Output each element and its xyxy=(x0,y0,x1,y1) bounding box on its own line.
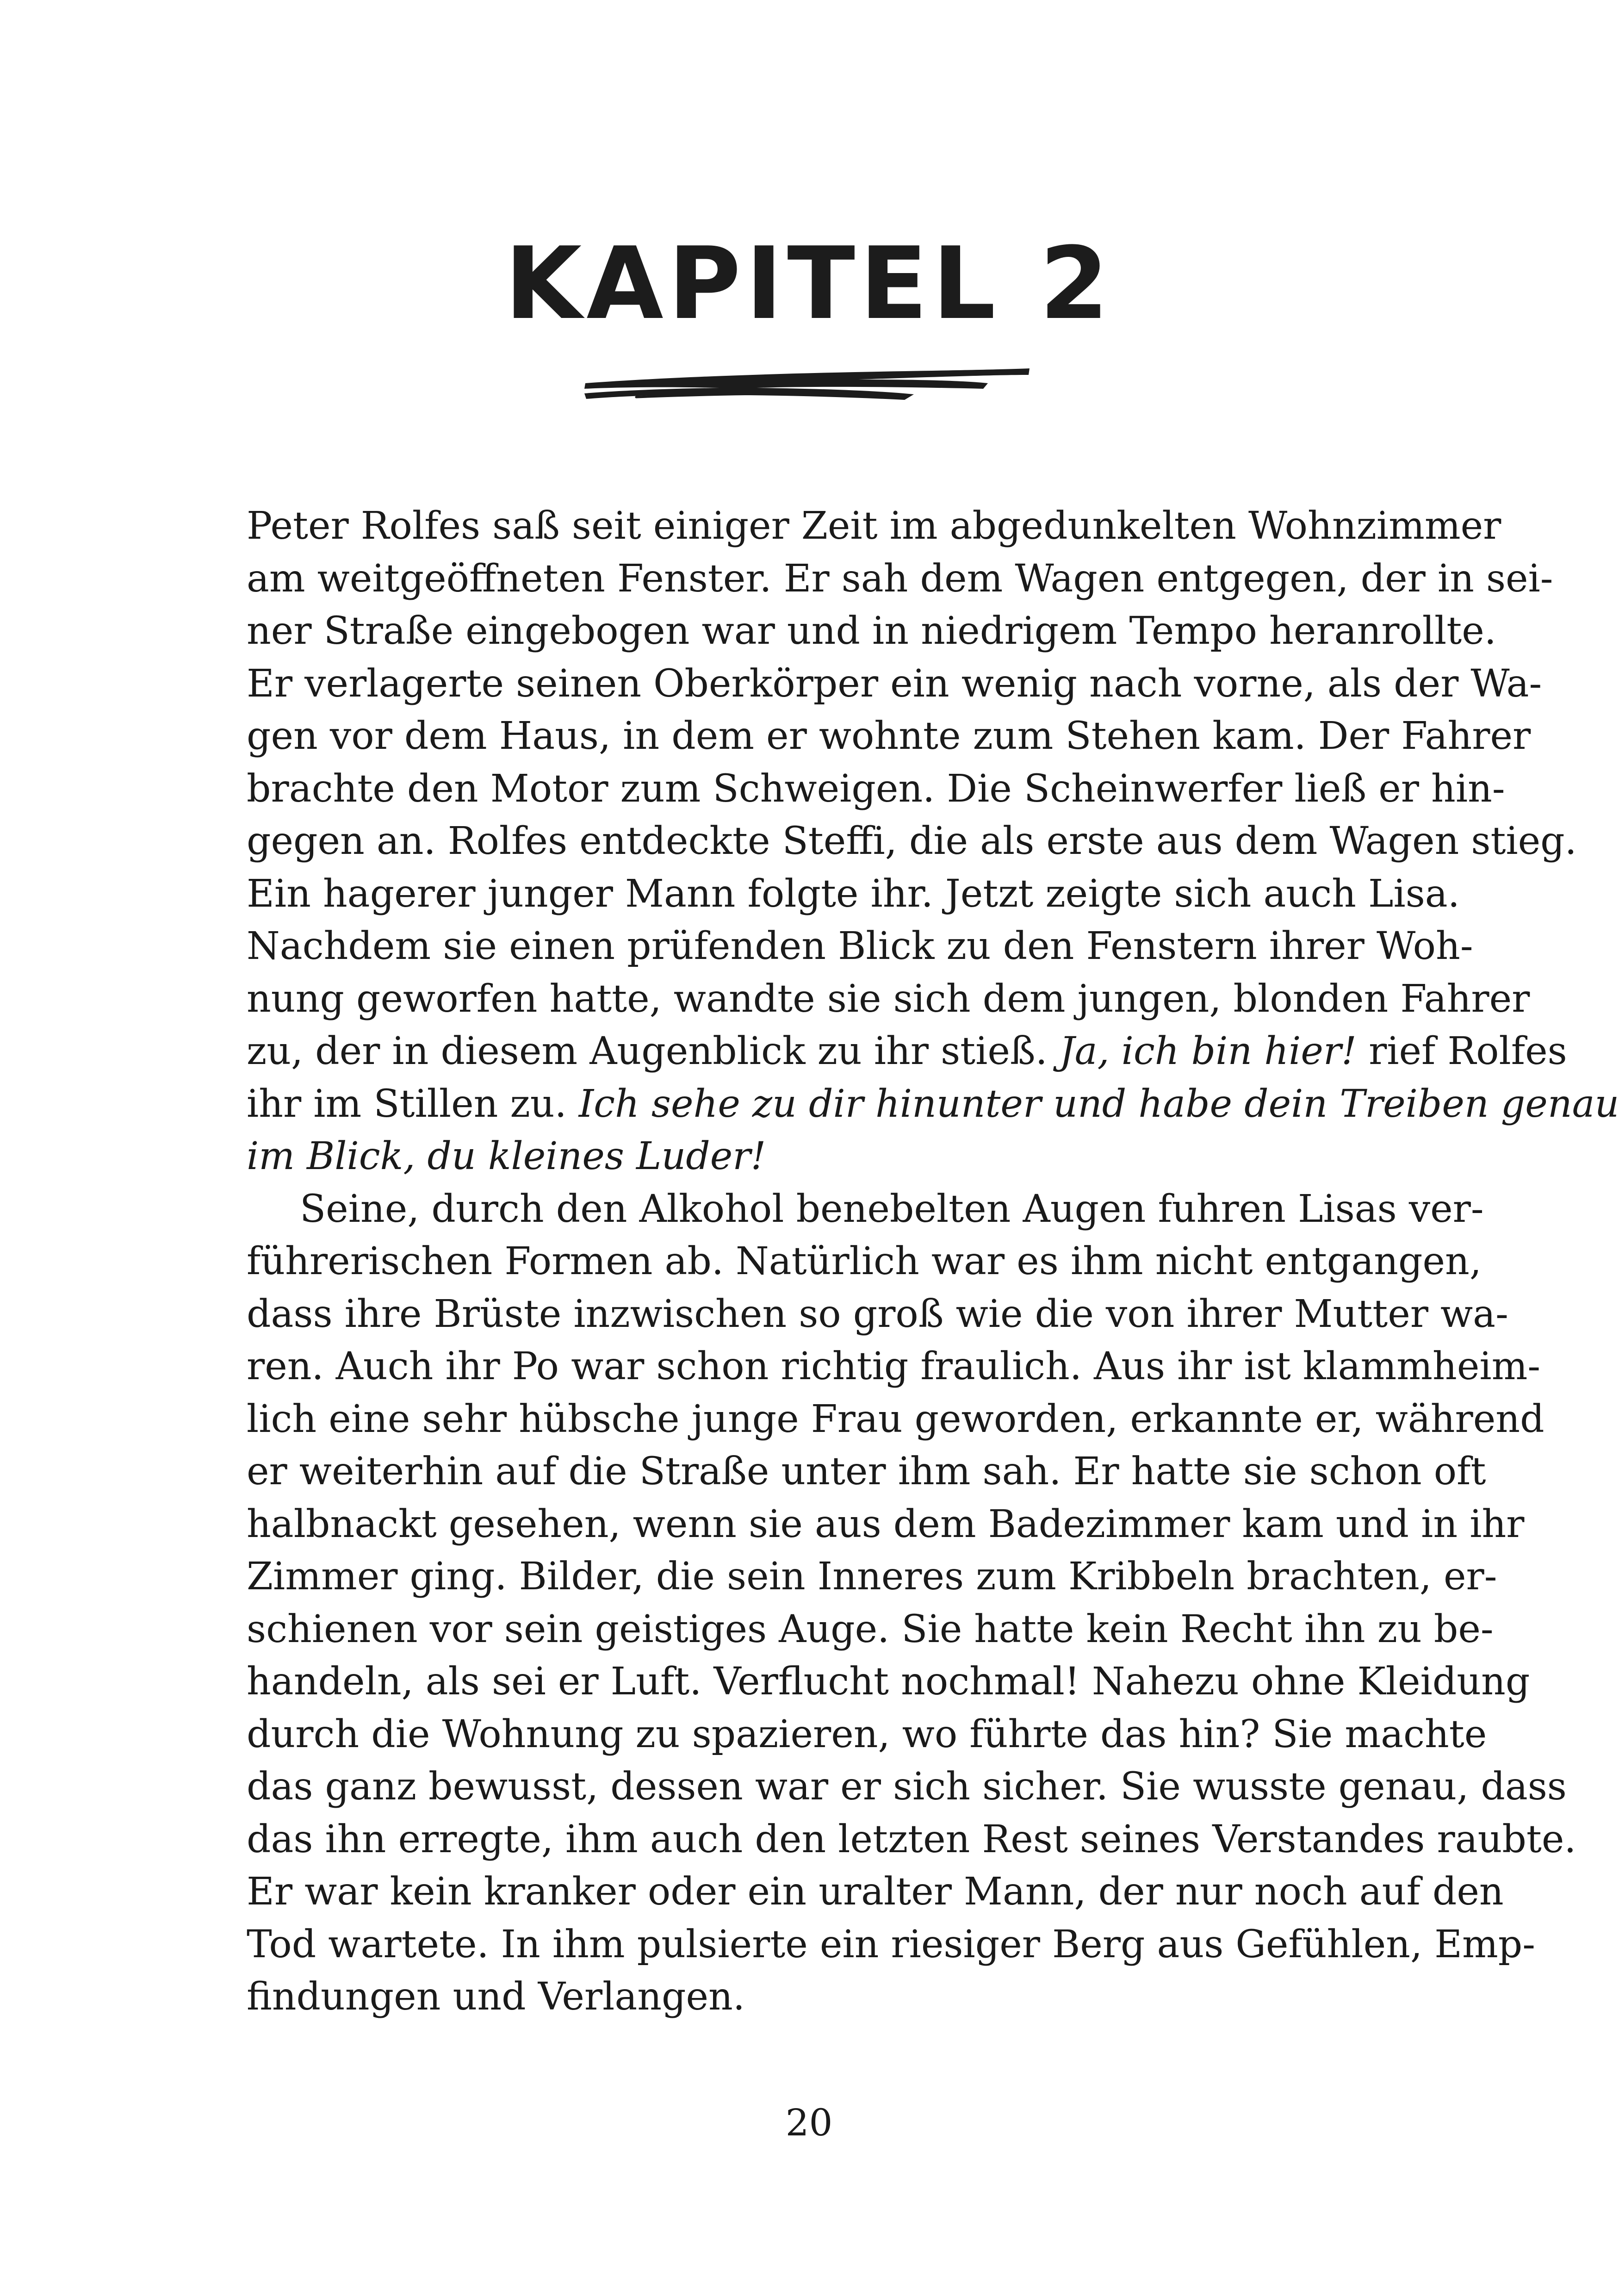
text-line xyxy=(247,1761,1567,1813)
italic-text: Ich sehe zu dir hinunter und habe dein Treiben genau xyxy=(578,1082,1619,1126)
text-run: gen vor dem Haus, in dem er wohnte zum Stehen kam. Der Fahrer xyxy=(247,714,1531,758)
text-line xyxy=(247,710,1531,763)
text-line xyxy=(247,553,1553,605)
text-run: er weiterhin auf die Straße unter ihm sah. Er hatte sie schon oft xyxy=(247,1450,1486,1493)
text-run: Peter Rolfes saß seit einiger Zeit im abgedunkelten Wohnzimmer xyxy=(247,504,1501,548)
text-line xyxy=(247,1078,1619,1131)
text-line xyxy=(247,1498,1525,1551)
paragraph xyxy=(247,500,1619,1183)
text-line xyxy=(247,1445,1486,1498)
text-run: findungen und Verlangen. xyxy=(247,1975,745,2019)
text-run: Er war kein kranker oder ein uralter Mann, der nur noch auf den xyxy=(247,1870,1504,1914)
text-line xyxy=(247,973,1530,1026)
text-line xyxy=(247,1183,1484,1236)
text-run: Er verlagerte seinen Oberkörper ein wenig nach vorne, als der Wa- xyxy=(247,661,1542,706)
text-line xyxy=(247,1025,1567,1078)
text-line xyxy=(247,1393,1545,1446)
brush-stroke-underline-icon xyxy=(581,356,1034,407)
text-run: gegen an. Rolfes entdeckte Steffi, die als erste aus dem Wagen stieg. xyxy=(247,819,1577,863)
chapter-title: KAPITEL 2 xyxy=(504,225,1114,342)
text-run: Nachdem sie einen prüfenden Blick zu den Fenstern ihrer Woh- xyxy=(247,924,1473,968)
text-line xyxy=(247,658,1542,710)
text-line xyxy=(247,868,1460,921)
text-line xyxy=(247,1130,1373,1183)
text-run: lich eine sehr hübsche junge Frau geworden, erkannte er, während xyxy=(247,1397,1545,1441)
text-run: handeln, als sei er Luft. Verflucht nochmal! Nahezu ohne Kleidung xyxy=(247,1660,1530,1704)
text-run: brachte den Motor zum Schweigen. Die Scheinwerfer ließ er hin- xyxy=(247,766,1505,811)
text-line xyxy=(247,1918,1535,1971)
text-line xyxy=(247,1655,1530,1708)
text-run: führerischen Formen ab. Natürlich war es ihm nicht entgangen, xyxy=(247,1239,1482,1283)
text-line xyxy=(247,1288,1508,1341)
italic-text: im Blick, du kleines Luder! xyxy=(247,1134,766,1178)
text-run: das ganz bewusst, dessen war er sich sicher. Sie wusste genau, dass xyxy=(247,1765,1567,1809)
text-run: Ein hagerer junger Mann folgte ihr. Jetzt zeigte sich auch Lisa. xyxy=(247,871,1460,916)
text-line xyxy=(247,920,1473,973)
text-line xyxy=(247,500,1501,553)
text-line xyxy=(247,1340,1541,1393)
text-run: Zimmer ging. Bilder, die sein Inneres zum Kribbeln brachten, er- xyxy=(247,1555,1497,1599)
text-run: halbnackt gesehen, wenn sie aus dem Badezimmer kam und in ihr xyxy=(247,1502,1525,1546)
text-run: zu, der in diesem Augenblick zu ihr stieß. xyxy=(247,1029,1060,1073)
text-line xyxy=(247,1235,1482,1288)
text-run: das ihn erregte, ihm auch den letzten Rest seines Verstandes raubte. xyxy=(247,1817,1576,1861)
text-run: ihr im Stillen zu. xyxy=(247,1082,579,1126)
text-run: ren. Auch ihr Po war schon richtig fraulich. Aus ihr ist klammheim- xyxy=(247,1344,1541,1388)
text-run: rief Rolfes xyxy=(1357,1029,1567,1073)
text-line xyxy=(247,1813,1576,1866)
text-line xyxy=(247,605,1496,658)
text-run: Tod wartete. In ihm pulsierte ein riesiger Berg aus Gefühlen, Emp- xyxy=(247,1922,1535,1966)
body-text xyxy=(247,500,1619,2023)
text-line xyxy=(247,1550,1497,1603)
text-run: schienen vor sein geistiges Auge. Sie hatte kein Recht ihn zu be- xyxy=(247,1607,1494,1651)
text-line xyxy=(247,1866,1504,1918)
text-run: dass ihre Brüste inzwischen so groß wie die von ihrer Mutter wa- xyxy=(247,1292,1508,1336)
paragraph xyxy=(247,1183,1576,2023)
text-run: Seine, durch den Alkohol benebelten Augen fuhren Lisas ver- xyxy=(300,1187,1484,1231)
italic-text: Ja, ich bin hier! xyxy=(1059,1029,1357,1073)
text-line xyxy=(247,1603,1494,1656)
text-run: am weitgeöffneten Fenster. Er sah dem Wagen entgegen, der in sei- xyxy=(247,556,1553,601)
text-run: nung geworfen hatte, wandte sie sich dem jungen, blonden Fahrer xyxy=(247,977,1530,1021)
text-line xyxy=(247,815,1577,868)
text-run: durch die Wohnung zu spazieren, wo führte das hin? Sie machte xyxy=(247,1712,1487,1756)
text-line xyxy=(247,1971,1373,2023)
text-line xyxy=(247,1708,1487,1761)
text-run: ner Straße eingebogen war und in niedrigem Tempo heranrollte. xyxy=(247,609,1496,653)
text-line xyxy=(247,763,1505,815)
page-number: 20 xyxy=(785,2101,833,2144)
